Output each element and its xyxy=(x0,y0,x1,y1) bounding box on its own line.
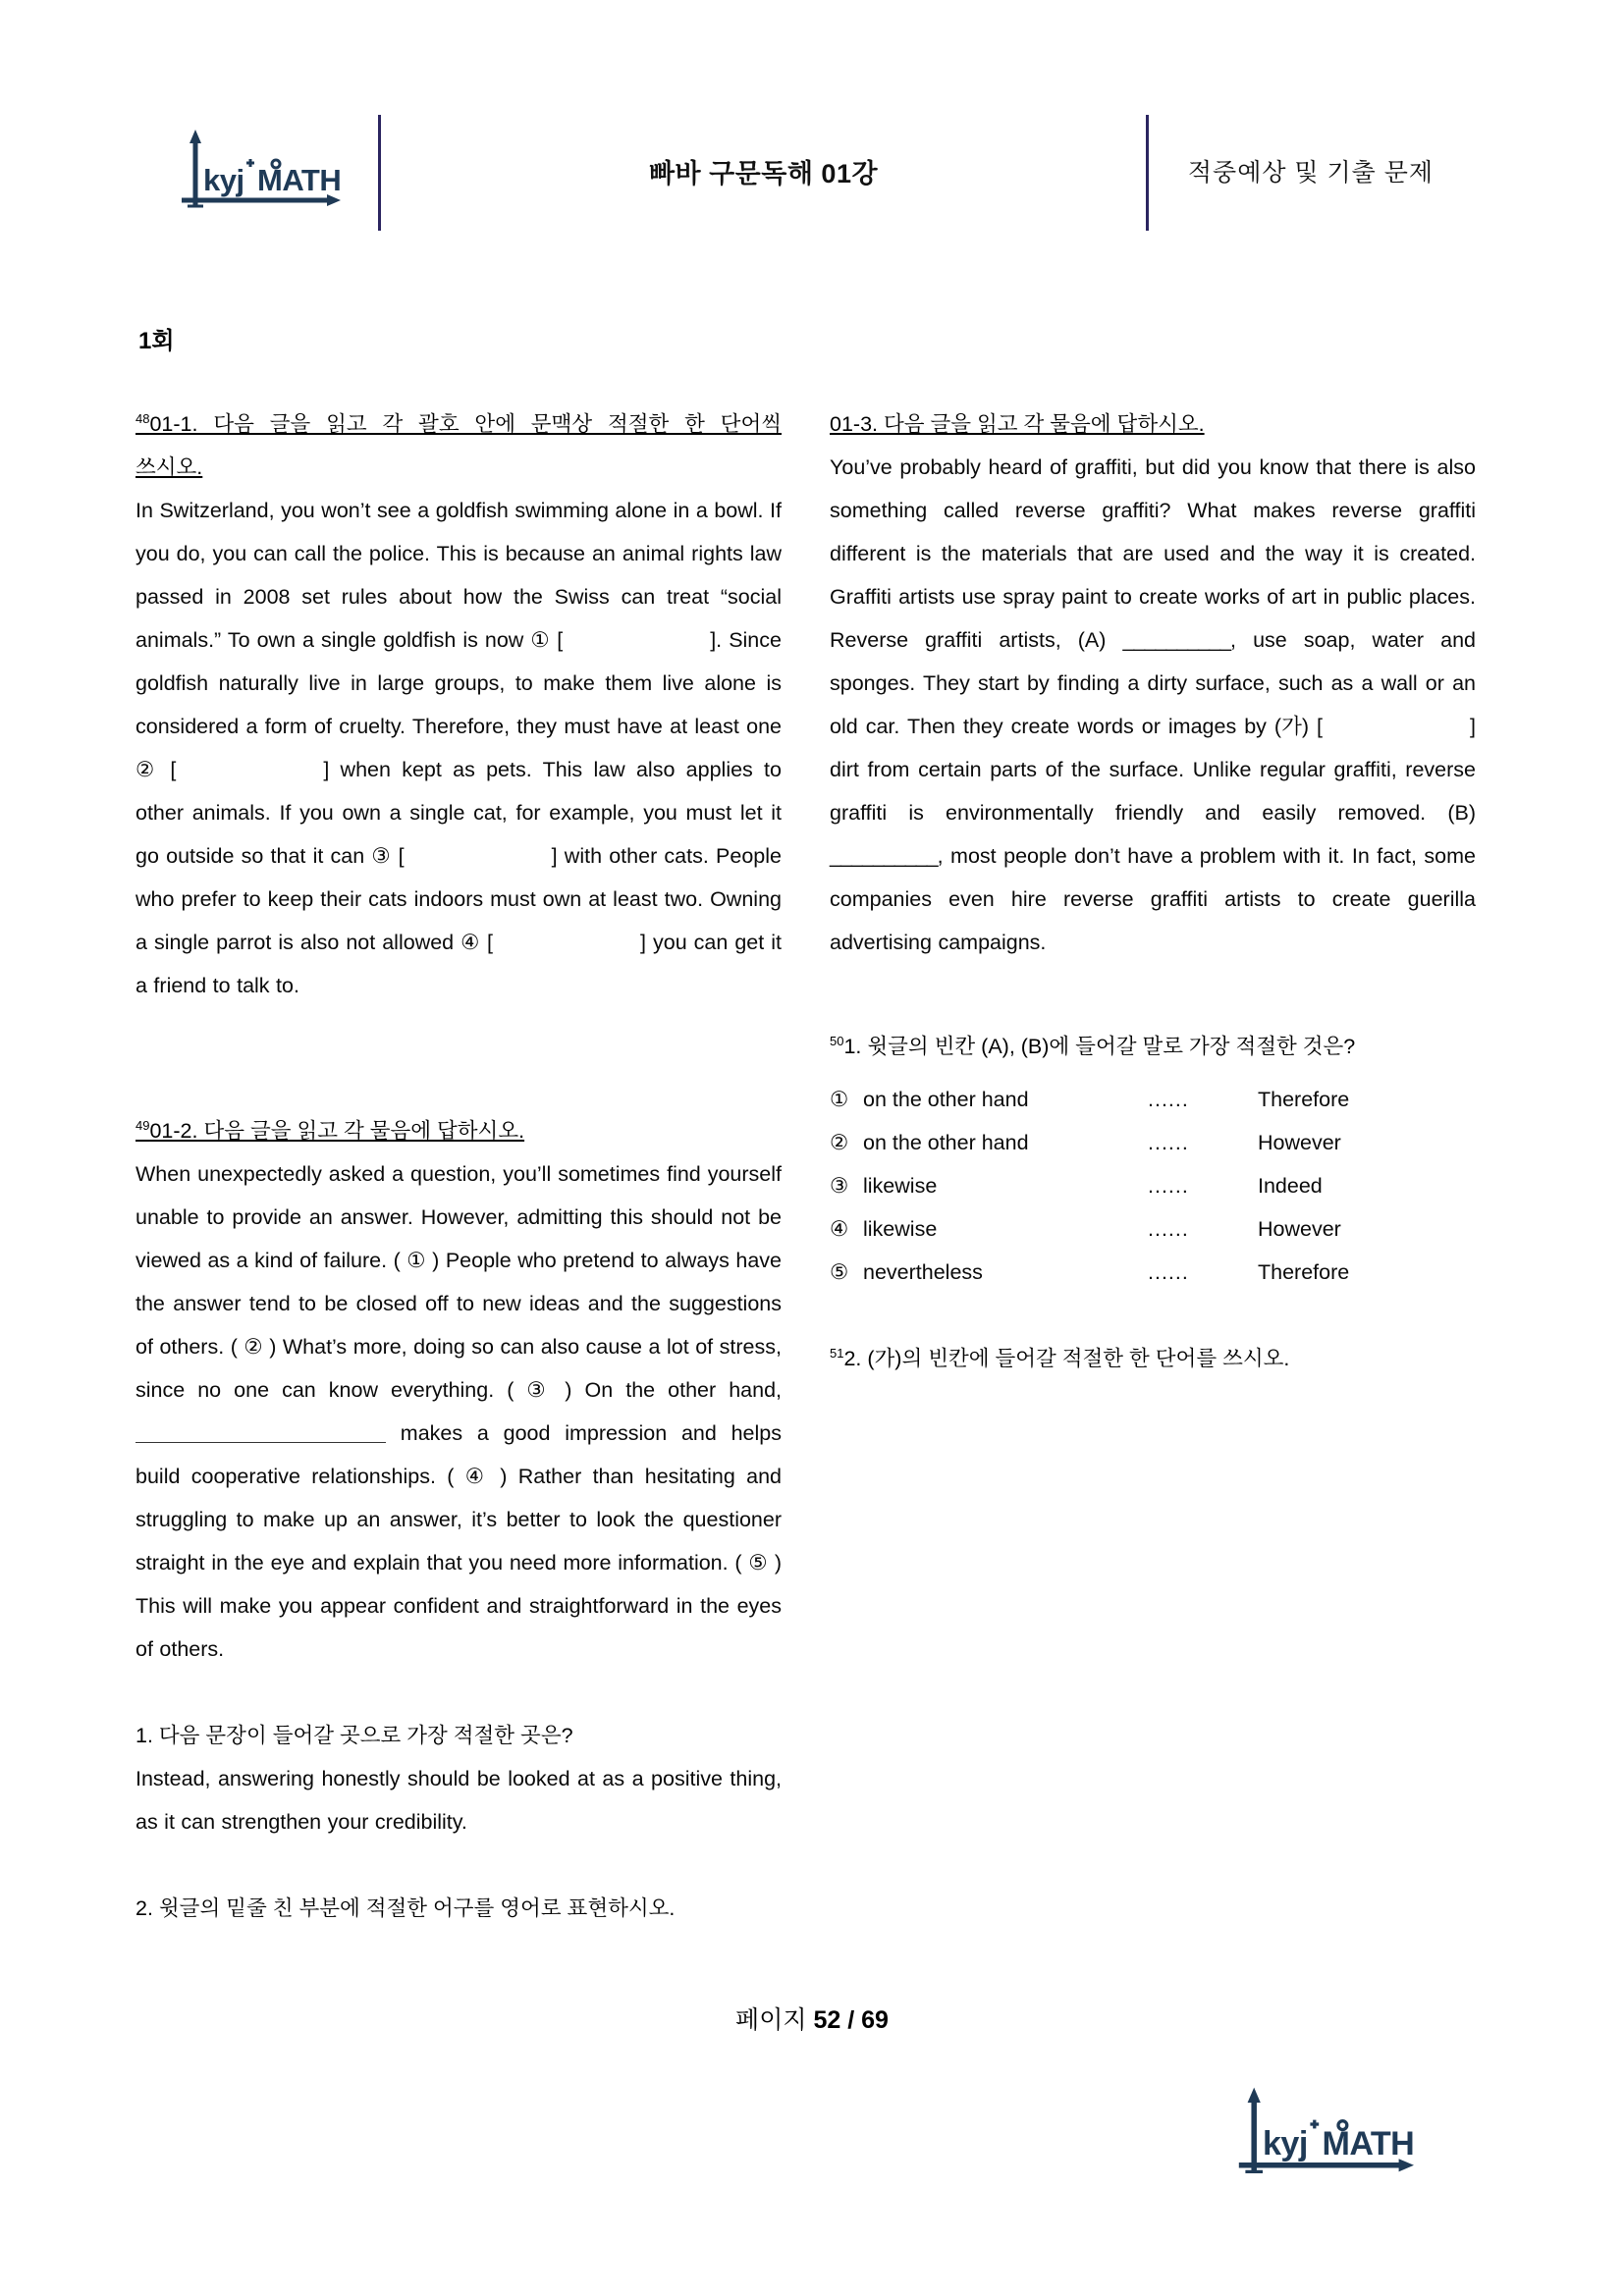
passage-3-seg-c: dirt from certain parts of the surface. Unlike regular graffiti, reverse graffiti is environmentally friendly and easily removed. (B) xyxy=(830,758,1476,825)
option-number: ① xyxy=(830,1088,849,1111)
option-text-a: on the other hand xyxy=(863,1088,1029,1111)
question-01-3-passage xyxy=(830,446,1476,964)
page-label: 페이지 xyxy=(735,2006,807,2034)
svg-text:MATH: MATH xyxy=(257,163,342,197)
left-column xyxy=(135,402,782,1930)
question-01-2-ref: 49 xyxy=(135,1117,150,1133)
right-column xyxy=(830,402,1476,1380)
option-text-a: likewise xyxy=(863,1217,938,1241)
blank-marker-2: ② xyxy=(135,758,160,781)
question-01-1-prompt-line1: 다음 글을 읽고 각 괄호 안에 문맥상 적절한 한 단어씩 xyxy=(197,412,782,436)
option-text-b: However xyxy=(1258,1131,1341,1154)
option-number: ③ xyxy=(830,1174,849,1198)
bracket-open-4: [ xyxy=(487,931,493,954)
passage-seg-2: Since goldfish naturally live in large groups, to make them live alone is considered a form of cruelty. Therefore, they must have at least one xyxy=(135,628,782,738)
svg-text:kyj: kyj xyxy=(1263,2124,1308,2163)
option-text-b: Indeed xyxy=(1258,1174,1323,1198)
option-row[interactable] xyxy=(830,1164,1476,1207)
footer-logo xyxy=(1229,2081,1426,2194)
kyj-math-logo-icon xyxy=(174,124,351,222)
section-gap-2 xyxy=(135,1671,782,1714)
option-text-b: However xyxy=(1258,1217,1341,1241)
blank-marker-1: ① xyxy=(530,628,551,652)
page-current: 52 xyxy=(813,2006,841,2034)
bracket-close-ga: ] xyxy=(1470,715,1476,738)
q3-sub-question-1-ref: 50 xyxy=(830,1033,844,1048)
page-total: 69 xyxy=(861,2006,889,2034)
bracket-open-3: [ xyxy=(398,844,405,868)
question-01-1-passage xyxy=(135,489,782,1007)
underline-blank-answer[interactable] xyxy=(135,1422,386,1443)
passage-2-seg-a: When unexpectedly asked a question, you’ll sometimes find yourself unable to provide an answer. However, admitting this should not be viewed as a kind of failure. ( ① ) People who pretend to always have the answer tend to be closed off to new ideas and the suggestions of others. ( ② ) What’s more, doing so can also cause a lot of stress, since no one can know everything. ( ③ ) On the other hand, xyxy=(135,1162,782,1402)
option-dots: ...... xyxy=(1148,1131,1189,1154)
question-01-2-prompt: 다음 글을 읽고 각 물음에 답하시오. xyxy=(197,1119,525,1143)
bracket-open-1: [ xyxy=(557,628,564,652)
option-number: ② xyxy=(830,1131,849,1154)
header-logo xyxy=(152,124,378,222)
question-01-1-ref: 48 xyxy=(135,410,150,426)
passage-3-seg-a: You’ve probably heard of graffiti, but did you know that there is also something called reverse graffiti? What makes reverse graffiti different is the materials that are used and the way it is created. Graffiti artists use spray paint to create works of art in public places. Reverse graffiti artists, (A) xyxy=(830,455,1476,652)
question-01-2-passage xyxy=(135,1152,782,1671)
passage-3-seg-b: , use soap, water and sponges. They start by finding a dirty surface, such as a wall or an old car. Then they create words or images by (가) xyxy=(830,628,1476,738)
option-text-b: Therefore xyxy=(1258,1260,1350,1284)
option-row[interactable] xyxy=(830,1121,1476,1164)
question-01-2-heading xyxy=(135,1109,782,1152)
bracket-close-1: ]. xyxy=(710,628,723,652)
q3-sub-question-1-options xyxy=(830,1078,1476,1294)
blank-marker-4: ④ xyxy=(460,931,480,954)
question-01-3-number: 01-3. xyxy=(830,412,879,436)
blank-B[interactable]: __________ xyxy=(830,844,938,868)
question-01-1-heading-line2: 쓰시오. xyxy=(135,455,203,479)
bracket-close-3: ] xyxy=(551,844,558,868)
page-footer xyxy=(0,2001,1624,2036)
q3-sub-question-1-label: $^{50}$1. 윗글의 빈칸 (A), (B)에 들어갈 말로 가장 적절한 것은? xyxy=(830,1033,1356,1058)
header-title: 빠바 구문독해 01강 xyxy=(648,158,879,188)
sub-question-1-sentence: Instead, answering honestly should be looked at as a positive thing, as it can strengthen your credibility. xyxy=(135,1767,782,1834)
question-01-3-heading xyxy=(830,402,1476,446)
blank-marker-3: ③ xyxy=(371,844,392,868)
option-number: ⑤ xyxy=(830,1260,849,1284)
option-dots: ...... xyxy=(1148,1217,1189,1241)
passage-seg-5: you can get it a friend to talk to. xyxy=(135,931,782,997)
bracket-close-4: ] xyxy=(639,931,646,954)
blank-A[interactable]: __________ xyxy=(1122,628,1231,652)
question-01-3-prompt: 다음 글을 읽고 각 물음에 답하시오. xyxy=(878,412,1205,436)
passage-seg-3: when kept as pets. This law also applies to other animals. If you own a single cat, for example, you must let it go outside so that it can xyxy=(135,758,782,868)
section-gap-4 xyxy=(830,964,1476,1025)
option-dots: ...... xyxy=(1148,1260,1189,1284)
sub-question-2-label: 2. 윗글의 밑줄 친 부분에 적절한 어구를 영어로 표현하시오. xyxy=(135,1896,676,1920)
option-text-b: Therefore xyxy=(1258,1088,1350,1111)
option-row[interactable] xyxy=(830,1207,1476,1251)
page-separator: / xyxy=(847,2006,855,2034)
passage-3-seg-d: , most people don’t have a problem with it. In fact, some companies even hire reverse graffiti artists to create guerilla advertising campaigns. xyxy=(830,844,1476,954)
passage-seg-1: In Switzerland, you won’t see a goldfish swimming alone in a bowl. If you do, you can call the police. This is because an animal rights law passed in 2008 set rules about how the Swiss can treat “social animals.” To own a single goldfish is now xyxy=(135,499,782,652)
q3-sub-question-2-label: $^{51}$2. (가)의 빈칸에 들어갈 적절한 한 단어를 쓰시오. xyxy=(830,1345,1290,1370)
option-row[interactable] xyxy=(830,1078,1476,1121)
q3-sub-question-2-ref: 51 xyxy=(830,1345,844,1361)
section-gap-3 xyxy=(135,1843,782,1887)
passage-seg-4: with other cats. People who prefer to keep their cats indoors must own at least two. Owning a single parrot is also not allowed xyxy=(135,844,782,954)
option-text-a: on the other hand xyxy=(863,1131,1029,1154)
kyj-math-logo-icon xyxy=(1229,2081,1426,2189)
svg-text:MATH: MATH xyxy=(1322,2124,1415,2163)
option-row[interactable] xyxy=(830,1251,1476,1294)
option-number: ④ xyxy=(830,1217,849,1241)
option-text-a: likewise xyxy=(863,1174,938,1198)
round-label: 1회 xyxy=(138,328,175,354)
question-01-1-heading xyxy=(135,402,782,446)
section-gap-1 xyxy=(135,1007,782,1109)
option-dots: ...... xyxy=(1148,1088,1189,1111)
question-01-2-number: 01-2. xyxy=(149,1119,198,1143)
option-text-a: nevertheless xyxy=(863,1260,983,1284)
option-dots: ...... xyxy=(1148,1174,1189,1198)
section-gap-5 xyxy=(830,1294,1476,1337)
header-subtitle: 적중예상 및 기출 문제 xyxy=(1187,159,1435,187)
bracket-open-2: [ xyxy=(170,758,177,781)
bracket-open-ga: [ xyxy=(1317,715,1324,738)
svg-text:kyj: kyj xyxy=(203,163,244,197)
question-01-1-number: 01-1. xyxy=(149,412,198,436)
sub-question-1-label: 1. 다음 문장이 들어갈 곳으로 가장 적절한 곳은? xyxy=(135,1724,573,1747)
passage-2-seg-b: makes a good impression and helps build cooperative relationships. ( ④ ) Rather than hesitating and struggling to make up an answer, it’s better to look the questioner straight in the eye and explain that you need more information. ( ⑤ ) This will make you appear confident and straightforward in the eyes of others. xyxy=(135,1421,782,1661)
page-header xyxy=(152,110,1473,236)
bracket-close-2: ] xyxy=(323,758,330,781)
